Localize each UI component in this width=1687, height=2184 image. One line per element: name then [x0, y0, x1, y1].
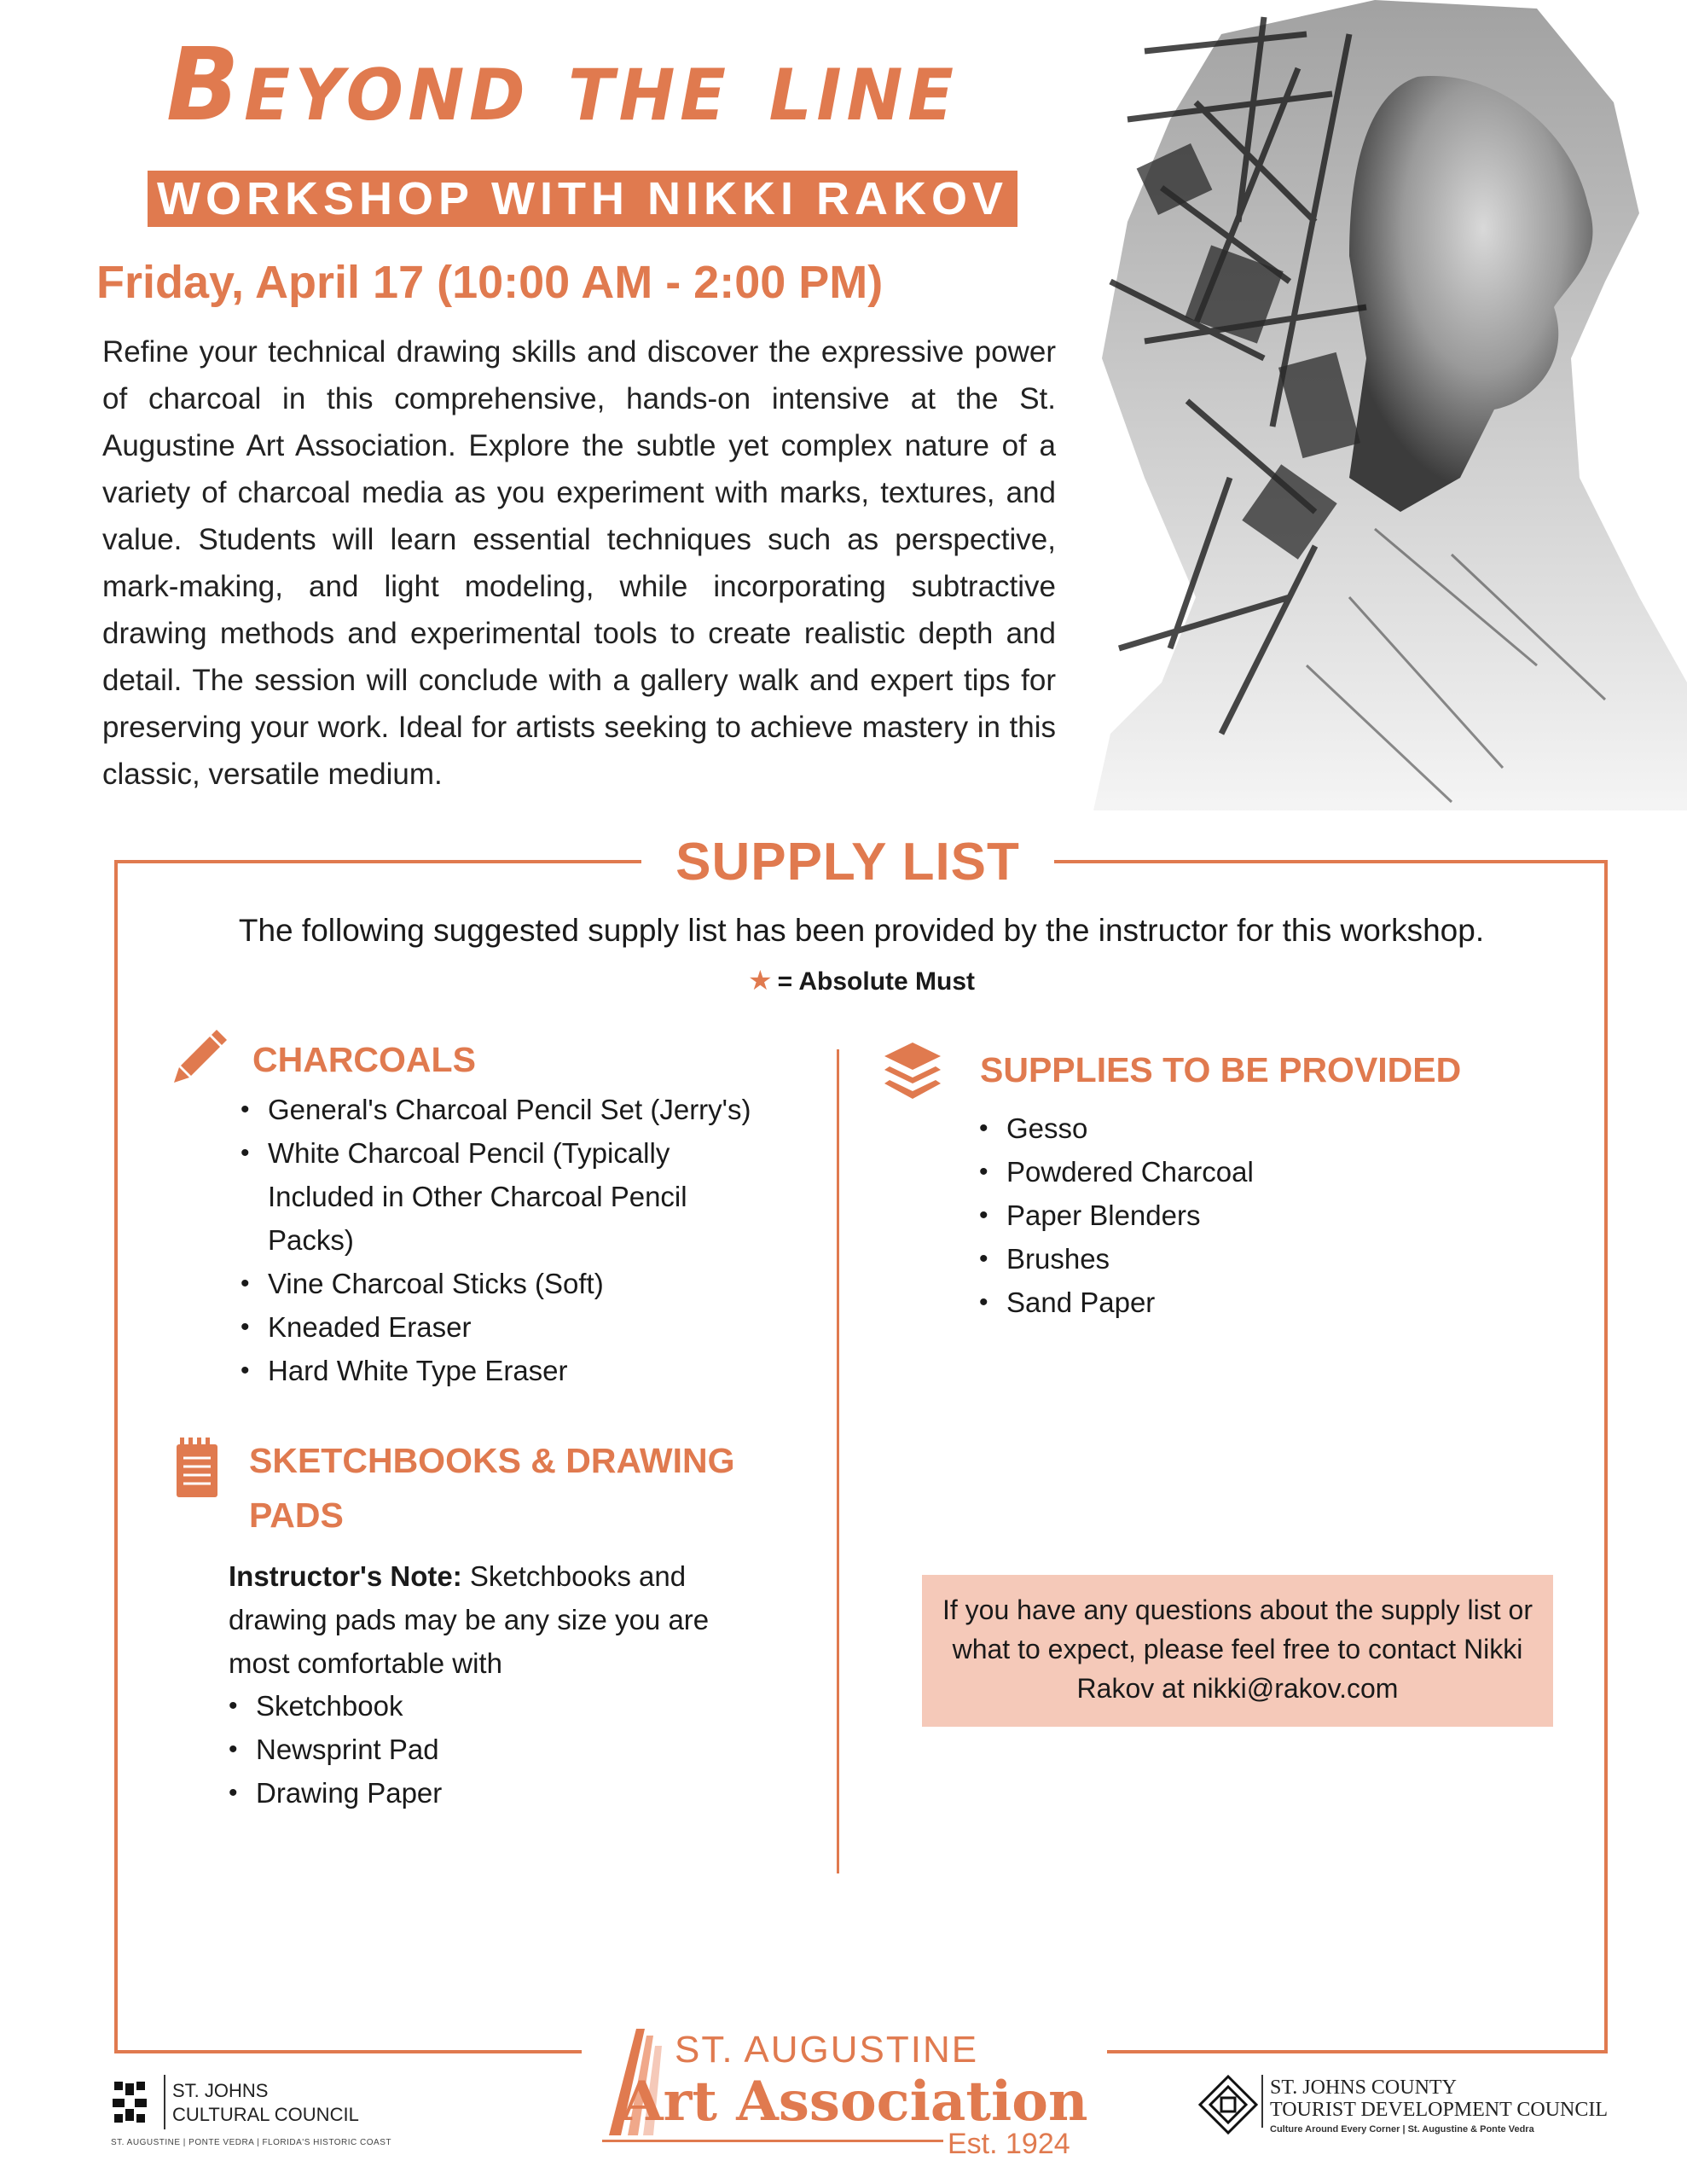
sketchbooks-heading: SKETCHBOOKS & DRAWING PADS — [249, 1441, 735, 1535]
list-item: • Sketchbook — [229, 1684, 740, 1728]
cultural-council-icon — [111, 2080, 148, 2131]
cultural-council-line1: ST. JOHNS — [172, 2080, 269, 2101]
supply-box-border-top-right — [1054, 860, 1608, 863]
list-item: • General's Charcoal Pencil Set (Jerry's) — [241, 1088, 786, 1131]
pencil-icon — [167, 1028, 229, 1089]
sketchbooks-list — [229, 1684, 740, 1815]
supply-list-description: The following suggested supply list has been provided by the instructor for this workshop. — [238, 913, 1485, 948]
tourist-development-council-logo — [1198, 2075, 1612, 2152]
event-date: Friday, April 17 (10:00 AM - 2:00 PM) — [96, 257, 884, 308]
list-item: • Vine Charcoal Sticks (Soft) — [241, 1262, 786, 1305]
list-item: • Powdered Charcoal — [979, 1150, 1559, 1194]
supply-box-border-bottom-right — [1107, 2050, 1608, 2053]
tdc-tagline: Culture Around Every Corner | St. Augustine & Ponte Vedra — [1270, 2124, 1534, 2135]
list-item: • Newsprint Pad — [229, 1728, 740, 1771]
star-icon: ★ — [747, 965, 773, 996]
charcoals-list — [241, 1088, 786, 1392]
instructor-note — [229, 1554, 723, 1685]
paintbrush-stroke — [602, 2140, 943, 2142]
legend-text: = Absolute Must — [777, 967, 976, 996]
notepad-icon — [175, 1438, 219, 1499]
instructor-note-text: Sketchbooks and drawing pads may be any size you are most comfortable with — [229, 1560, 710, 1679]
supply-list-title: SUPPLY LIST — [675, 833, 1020, 892]
tdc-line2: TOURIST DEVELOPMENT COUNCIL — [1270, 2099, 1609, 2121]
cultural-council-tagline: ST. AUGUSTINE | PONTE VEDRA | FLORIDA'S HISTORIC COAST — [111, 2138, 391, 2147]
provided-heading: SUPPLIES TO BE PROVIDED — [980, 1050, 1462, 1089]
list-item: • Drawing Paper — [229, 1771, 740, 1815]
list-item: • Paper Blenders — [979, 1194, 1559, 1237]
supply-box-border-top-left — [114, 860, 641, 863]
list-item: • Hard White Type Eraser — [241, 1349, 786, 1392]
cultural-council-line2: CULTURAL COUNCIL — [172, 2104, 359, 2125]
tdc-line1: ST. JOHNS COUNTY — [1270, 2077, 1457, 2099]
supply-box-border-right — [1604, 862, 1608, 2052]
st-johns-cultural-council-logo — [111, 2075, 392, 2152]
charcoals-heading: CHARCOALS — [252, 1040, 476, 1079]
st-augustine-art-association-logo — [602, 2020, 1088, 2165]
list-item: • Kneaded Eraser — [241, 1305, 786, 1349]
list-item: • Gesso — [979, 1107, 1559, 1150]
instructor-note-label: Instructor's Note: — [229, 1560, 462, 1592]
art-association-line1: ST. AUGUSTINE — [675, 2029, 979, 2071]
subtitle-banner: WORKSHOP WITH NIKKI RAKOV — [148, 171, 1017, 227]
tdc-emblem-icon — [1198, 2075, 1258, 2135]
provided-list — [979, 1107, 1559, 1324]
logo-divider — [1261, 2075, 1263, 2128]
page-title: Beyond the line — [166, 26, 959, 143]
charcoal-portrait-image — [1093, 0, 1687, 810]
contact-box: If you have any questions about the supply list or what to expect, please feel free to contact Nikki Rakov at nikki@rakov.com — [922, 1575, 1553, 1727]
art-association-line2: Art Association — [621, 2070, 1088, 2134]
logo-divider — [164, 2075, 165, 2129]
list-item: • White Charcoal Pencil (Typically Included in Other Charcoal Pencil Packs) — [241, 1131, 771, 1262]
supply-box-border-left — [114, 862, 118, 2052]
list-item: • Sand Paper — [979, 1281, 1559, 1324]
legend — [119, 964, 1603, 996]
column-divider — [837, 1049, 839, 1873]
intro-paragraph: Refine your technical drawing skills and discover the expressive power of charcoal in this comprehensive, hands-on intensive at the St. Augustine Art Association. Explore the subtle yet complex nature of a variety of charcoal media as you experiment with marks, textures, and value. Students will learn essential techniques such as perspective, mark-making, and light modeling, while incorporating subtractive drawing methods and experimental tools to create realistic depth and detail. The session will conclude with a gallery walk and expert tips for preserving your work. Ideal for artists seeking to achieve mastery in this classic, versatile medium. — [102, 335, 1056, 791]
layers-icon — [883, 1041, 942, 1102]
list-item: • Brushes — [979, 1237, 1559, 1281]
supply-box-border-bottom-left — [114, 2050, 582, 2053]
art-association-est: Est. 1924 — [948, 2128, 1070, 2160]
